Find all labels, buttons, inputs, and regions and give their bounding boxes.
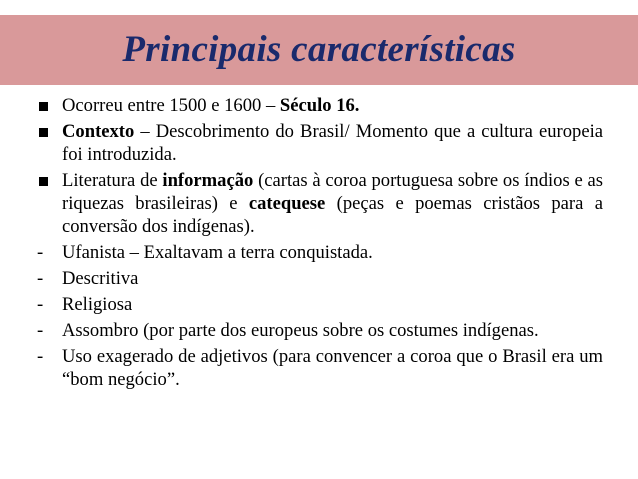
list-item (38, 94, 603, 117)
slide-title: Principais características (122, 29, 516, 70)
square-bullet-icon (38, 94, 56, 117)
item-text: Descritiva (62, 268, 139, 289)
title-bar (0, 15, 638, 85)
item-text: Uso exagerado de adjetivos (para convencer a coroa que o Brasil era um “bom negócio”. (62, 346, 603, 390)
item-text: Religiosa (62, 294, 133, 315)
list-item (38, 319, 603, 342)
square-bullet-icon (38, 169, 56, 192)
item-bold-text: informação (162, 170, 254, 191)
list-item (38, 345, 603, 391)
item-text: – Descobrimento do Brasil/ Momento que a cultura europeia foi introduzida. (62, 121, 603, 165)
dash-marker: - (37, 320, 44, 341)
item-text: Literatura de (62, 170, 163, 191)
item-bold-text: Contexto (62, 121, 135, 142)
list-item (38, 120, 603, 166)
item-text: (peças e poemas cristãos para a conversão dos indígenas). (62, 193, 603, 237)
item-text: Ocorreu entre 1500 e 1600 – (62, 95, 280, 116)
item-bold-text: Século 16. (279, 95, 360, 116)
dash-marker: - (37, 294, 44, 315)
dash-marker: - (37, 268, 44, 289)
dash-marker: - (37, 242, 44, 263)
bullet-list (38, 94, 603, 394)
dash-marker: - (37, 346, 44, 367)
list-item (38, 169, 603, 238)
list-item (38, 241, 603, 264)
item-text: Ufanista – Exaltavam a terra conquistada. (62, 242, 373, 263)
list-item (38, 293, 603, 316)
item-bold-text: catequese (248, 193, 326, 214)
item-text: Assombro (por parte dos europeus sobre os costumes indígenas. (62, 320, 539, 341)
item-text: (cartas à coroa portuguesa sobre os índios e as riquezas brasileiras) e (62, 170, 603, 214)
list-item (38, 267, 603, 290)
square-bullet-icon (38, 120, 56, 143)
